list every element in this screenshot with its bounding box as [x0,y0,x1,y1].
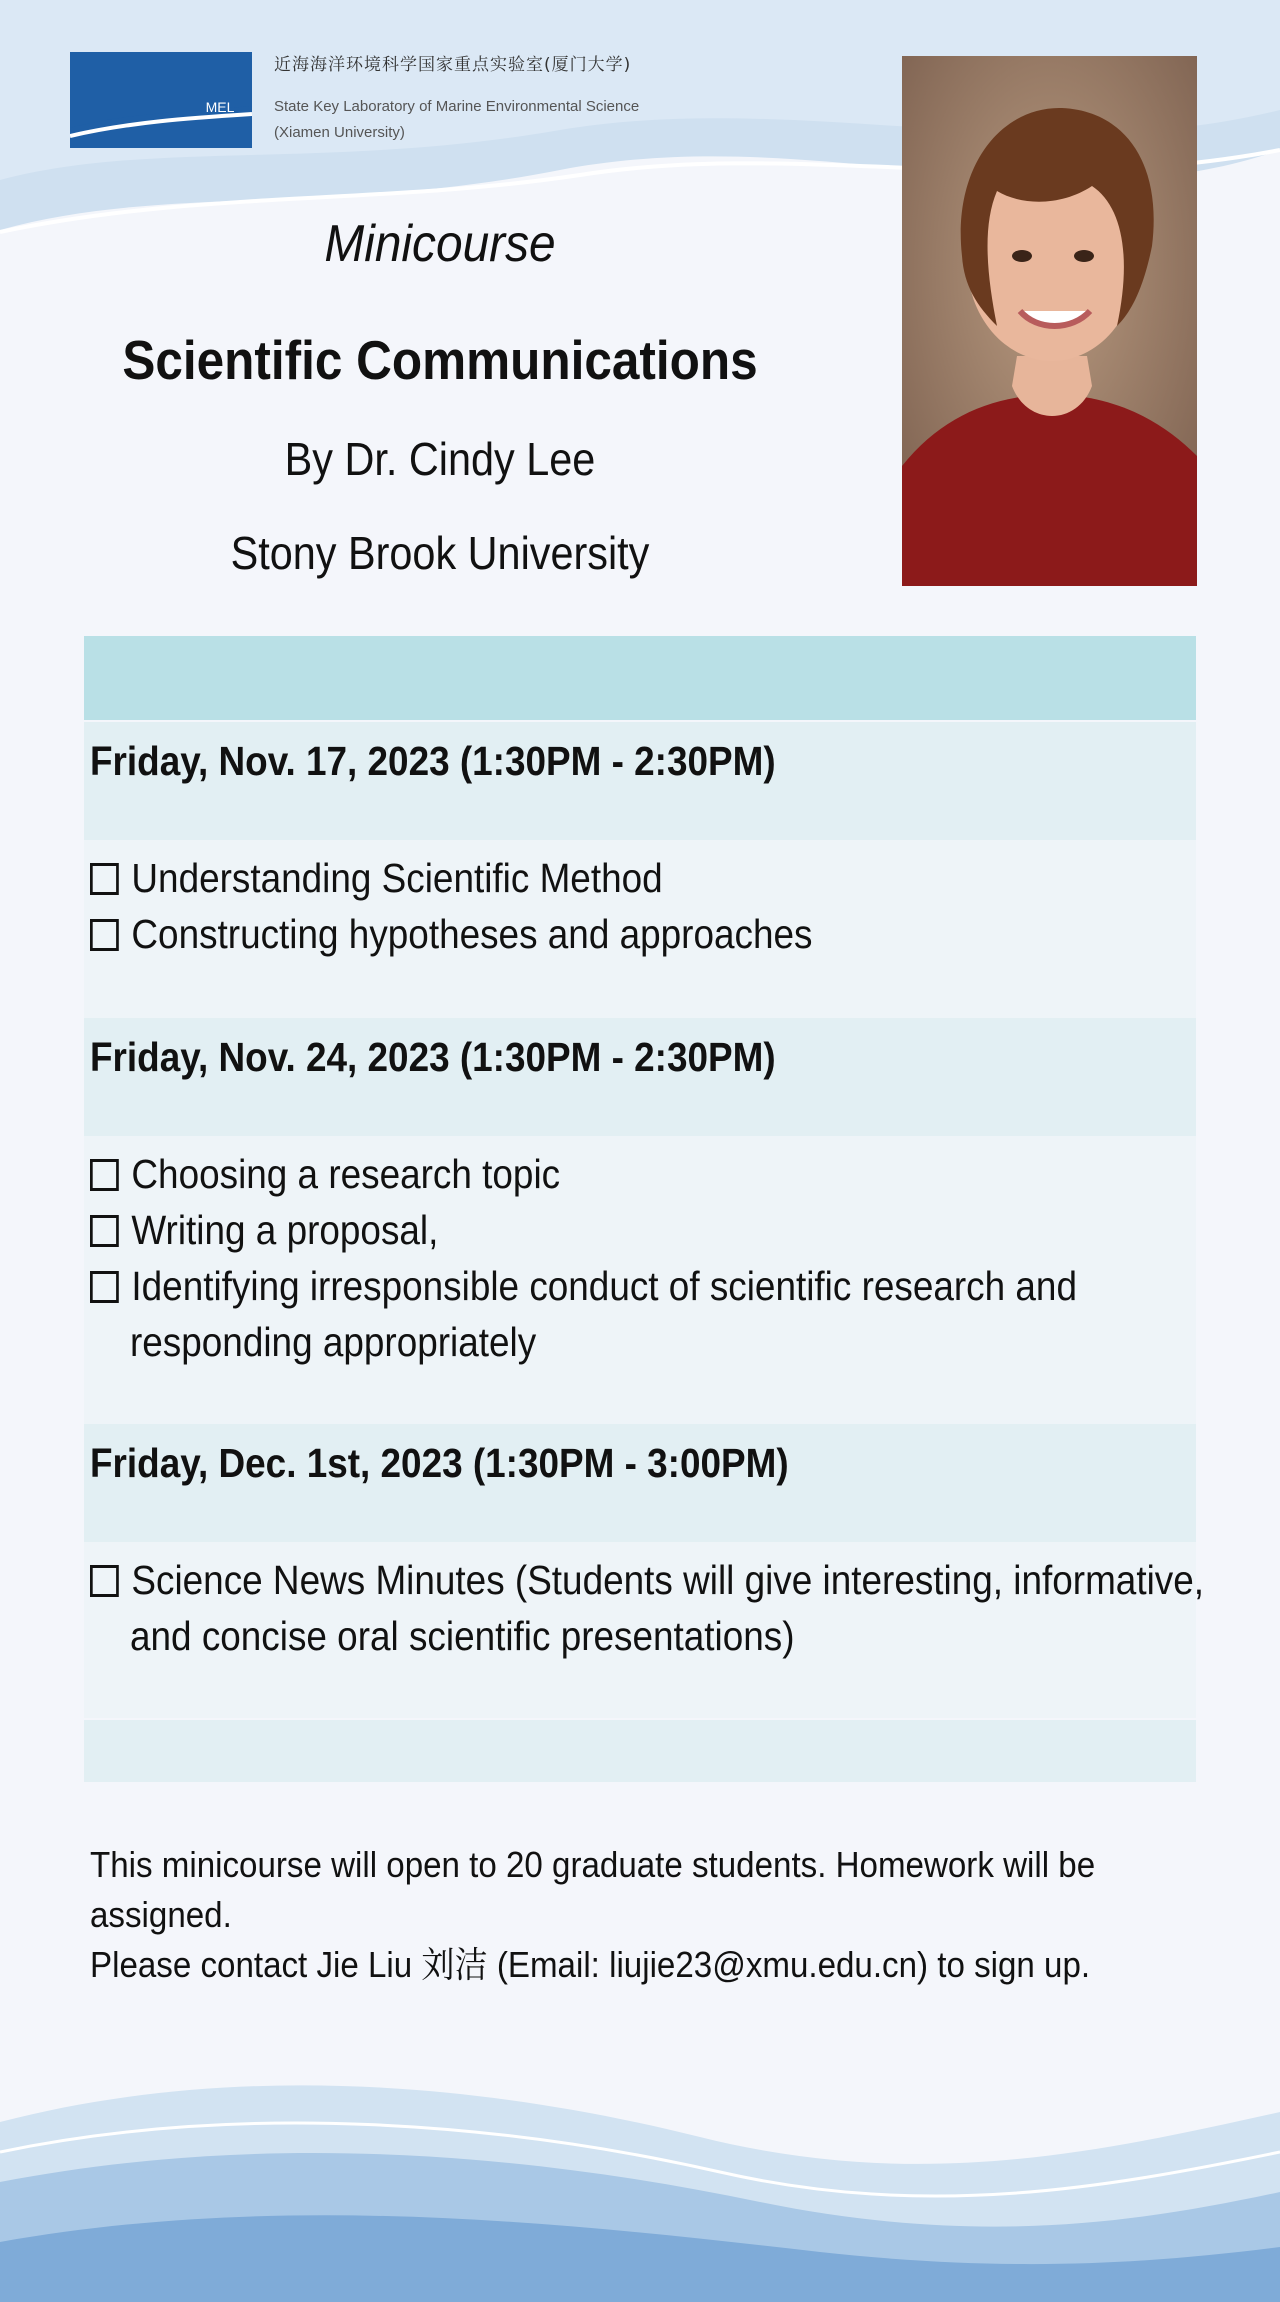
list-item: Constructing hypotheses and approaches [90,906,812,962]
checkbox-icon [90,1215,119,1247]
session-1-topics [84,840,1196,1018]
lab-name-chinese: 近海海洋环境科学国家重点实验室(厦门大学) [274,55,632,75]
course-title: Scientific Communications [122,329,758,391]
course-kind: Minicourse [324,215,556,273]
mel-logo [70,52,252,148]
session-3-date-row [84,1424,1196,1542]
enrollment-note: This minicourse will open to 20 graduate students. Homework will be [90,1844,1096,1885]
list-item: Identifying irresponsible conduct of scientific research and [90,1258,1077,1314]
instructor-affiliation: Stony Brook University [230,527,650,579]
session-2-topics [84,1136,1196,1424]
session-1-date-row [84,722,1196,840]
instructor-name: By Dr. Cindy Lee [284,433,596,485]
checkbox-icon [90,1565,119,1597]
list-item: Understanding Scientific Method [90,850,663,906]
session-1-date: Friday, Nov. 17, 2023 (1:30PM - 2:30PM) [90,738,776,784]
lab-name-university: (Xiamen University) [274,124,405,141]
lab-name-english: State Key Laboratory of Marine Environmental Science [274,98,640,115]
list-item-continuation: and concise oral scientific presentations) [130,1613,795,1659]
list-item: Writing a proposal, [90,1202,438,1258]
list-item: Choosing a research topic [90,1146,560,1202]
bottom-wave-decoration [0,2042,1280,2302]
checkbox-icon [90,863,119,895]
session-2-date-row [84,1018,1196,1136]
session-3-date: Friday, Dec. 1st, 2023 (1:30PM - 3:00PM) [90,1440,789,1486]
enrollment-note-cont: assigned. [90,1894,232,1935]
list-item-continuation: responding appropriately [130,1319,537,1365]
session-2-date: Friday, Nov. 24, 2023 (1:30PM - 2:30PM) [90,1034,776,1080]
speaker-photo [902,56,1197,586]
schedule-header-band [84,636,1196,720]
list-item: Science News Minutes (Students will give interesting, informative, [90,1552,1204,1608]
checkbox-icon [90,919,119,951]
schedule-footer-band [84,1720,1196,1782]
checkbox-icon [90,1159,119,1191]
contact-note: Please contact Jie Liu 刘洁 (Email: liujie23@xmu.edu.cn) to sign up. [90,1944,1091,1985]
logo-text: MEL [205,99,235,115]
checkbox-icon [90,1271,119,1303]
session-3-topics [84,1542,1205,1718]
